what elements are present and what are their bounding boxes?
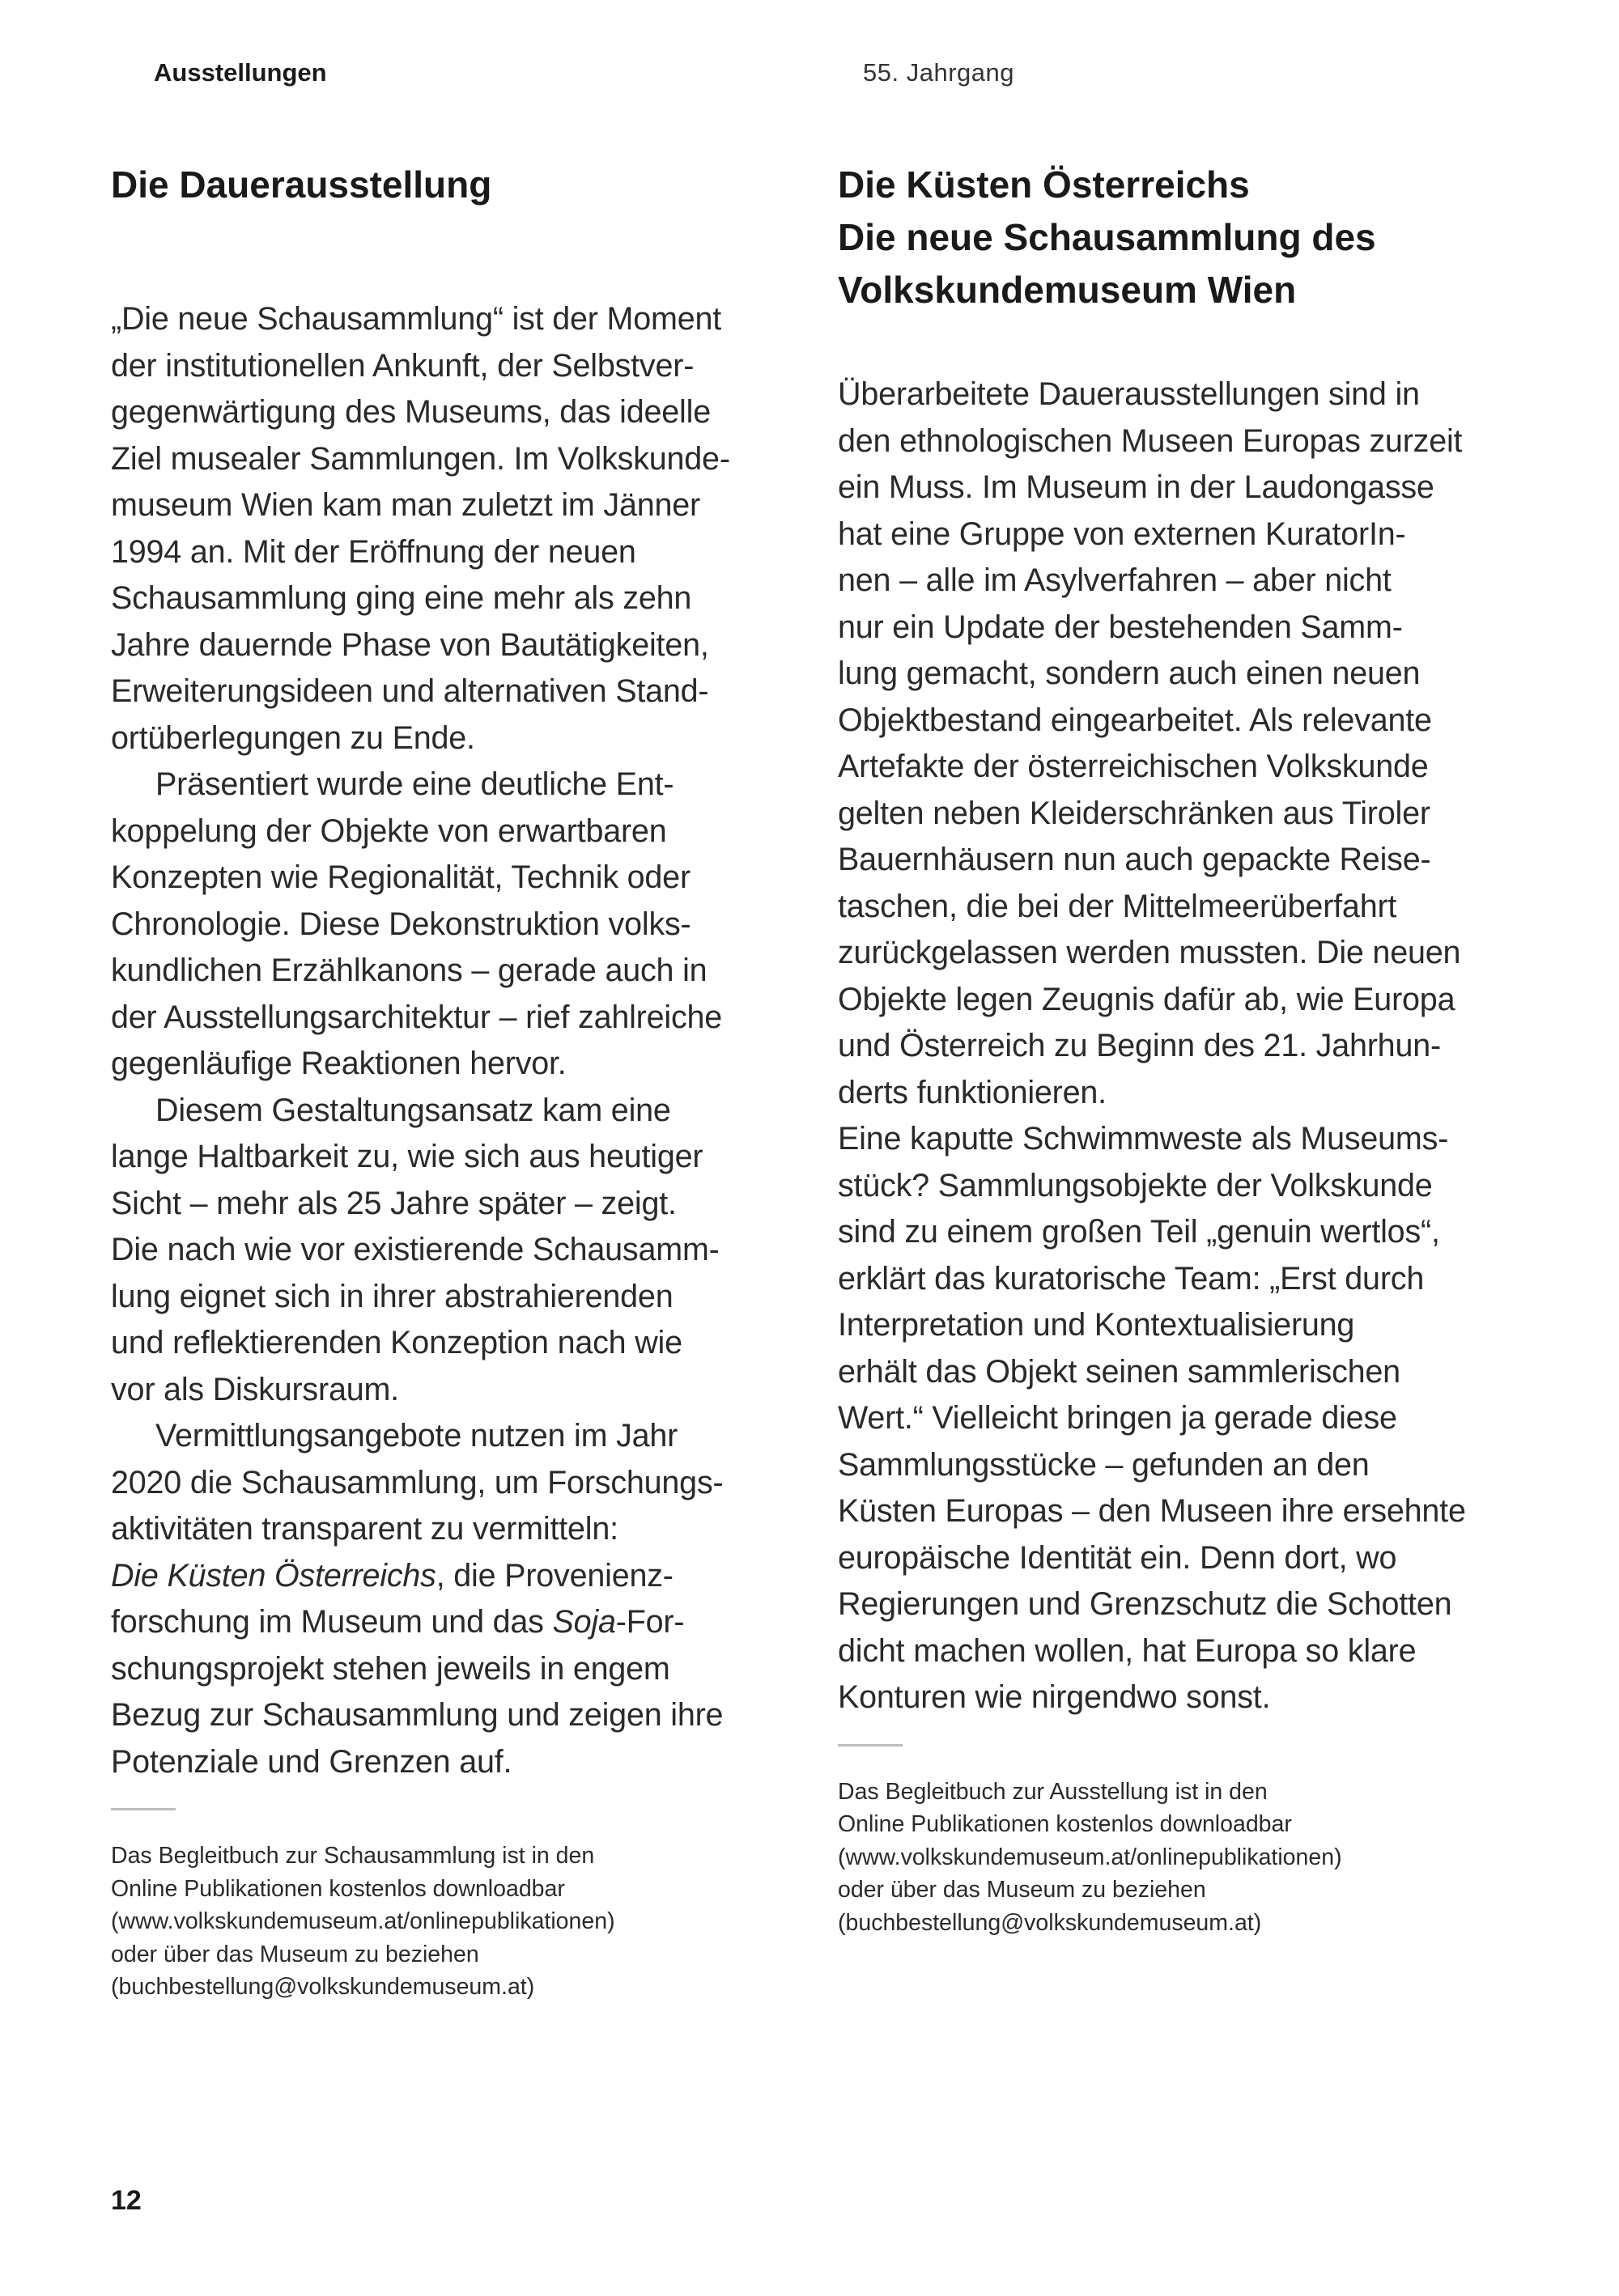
text-line: Interpretation und Kontextualisierung [838,1307,1355,1343]
text-line: gegenwärtigung des Museums, das ideelle [111,394,711,430]
footnote-line: oder über das Museum zu beziehen [111,1941,479,1967]
text-line: stück? Sammlungsobjekte der Volkskunde [838,1167,1433,1203]
text-line: vor als Diskursraum. [111,1371,399,1407]
text-line: Vermittlungsangebote nutzen im Jahr [155,1418,678,1454]
text-line [111,1599,791,1646]
text-line: ein Muss. Im Museum in der Laudongasse [838,469,1434,505]
text-line: Konturen wie nirgendwo sonst. [838,1679,1271,1715]
text-line: Objekte legen Zeugnis dafür ab, wie Europa [838,981,1455,1017]
article-body [111,296,791,1785]
text-line: Bezug zur Schausammlung und zeigen ihre [111,1697,724,1733]
text-line: Die nach wie vor existierende Schausamm- [111,1232,720,1267]
page-number: 12 [111,2185,142,2216]
text-line: Bauernhäusern nun auch gepackte Reise- [838,842,1431,877]
text-line: Ziel musealer Sammlungen. Im Volkskunde- [111,440,730,477]
footnote-line: Online Publikationen kostenlos downloadbar [838,1811,1292,1837]
text-fragment: forschung im Museum und das [111,1604,553,1640]
footnote-link[interactable]: (www.volkskundemuseum.at/onlinepublikationen) [838,1844,1342,1870]
text-fragment: , die Provenienz- [436,1557,674,1594]
text-line: 2020 die Schausammlung, um Forschungs- [111,1464,724,1500]
footnote-line: oder über das Museum zu beziehen [838,1877,1206,1903]
text-line: museum Wien kam man zuletzt im Jänner [111,487,700,523]
text-line: aktivitäten transparent zu vermitteln: [111,1511,618,1547]
text-line: und Österreich zu Beginn des 21. Jahrhun- [838,1028,1441,1063]
footnote-divider [838,1744,903,1746]
text-line: Sammlungsstücke – gefunden an den [838,1446,1370,1483]
text-line: Präsentiert wurde eine deutliche Ent- [155,766,674,802]
text-line: nen – alle im Asylverfahren – aber nicht [838,562,1392,598]
footnote-email[interactable]: (buchbestellung@volkskundemuseum.at) [838,1909,1262,1936]
footnote-email[interactable]: (buchbestellung@volkskundemuseum.at) [111,1974,535,2000]
text-line: Jahre dauernde Phase von Bautätigkeiten, [111,626,709,663]
text-line: den ethnologischen Museen Europas zurzeit [838,422,1463,459]
article-body [838,371,1518,1721]
text-line: erklärt das kuratorische Team: „Erst durch [838,1260,1425,1297]
footnote-line: Das Begleitbuch zur Schausammlung ist in den [111,1843,595,1869]
text-line: Eine kaputte Schwimmweste als Museums- [838,1121,1449,1156]
text-line: lung eignet sich in ihrer abstrahierenden [111,1278,674,1314]
exhibition-title-italic: Die Küsten Österreichs [111,1557,436,1594]
text-fragment: -For- [615,1604,685,1640]
article-title: Die Dauerausstellung [111,163,492,206]
text-line: gelten neben Kleiderschränken aus Tiroler [838,795,1430,831]
text-line: „Die neue Schausammlung“ ist der Moment [111,301,722,337]
footnote-line: Das Begleitbuch zur Ausstellung ist in den [838,1778,1268,1805]
text-line: ortüberlegungen zu Ende. [111,719,475,756]
text-line: koppelung der Objekte von erwartbaren [111,813,667,849]
title-line: Die Küsten Österreichs [838,163,1250,206]
text-line: zurückgelassen werden mussten. Die neuen [838,935,1461,970]
text-line: 1994 an. Mit der Eröffnung der neuen [111,533,636,570]
text-line: Wert.“ Vielleicht bringen ja gerade diese [838,1400,1397,1436]
article-title [838,159,1518,316]
text-line: Artefakte der österreichischen Volkskunde [838,749,1429,784]
footnote-divider [111,1808,176,1810]
text-line: Erweiterungsideen und alternativen Stand- [111,673,709,709]
text-line: sind zu einem großen Teil „genuin wertlos“, [838,1214,1440,1250]
text-line: schungsprojekt stehen jeweils in engem [111,1650,670,1687]
text-line: Diesem Gestaltungsansatz kam eine [155,1092,671,1128]
text-line: Konzepten wie Regionalität, Technik oder [111,859,691,895]
text-line: gegenläufige Reaktionen hervor. [111,1046,567,1081]
text-line: Chronologie. Diese Dekonstruktion volks- [111,906,691,942]
text-line: lung gemacht, sondern auch einen neuen [838,656,1421,691]
text-line: und reflektierenden Konzeption nach wie [111,1325,682,1360]
text-line: dicht machen wollen, hat Europa so klare [838,1632,1417,1669]
footnote-line: Online Publikationen kostenlos downloadbar [111,1875,565,1902]
text-line: derts funktionieren. [838,1074,1107,1110]
text-line: Regierungen und Grenzschutz die Schotten [838,1586,1452,1622]
subtitle-line: Volkskundemuseum Wien [838,269,1297,311]
footnote [838,1776,1518,1940]
running-head-volume: 55. Jahrgang [863,58,1014,87]
text-line: Sicht – mehr als 25 Jahre später – zeigt. [111,1185,677,1221]
article-dauerausstellung [111,159,791,2004]
text-line: Potenziale und Grenzen auf. [111,1743,512,1780]
text-line: Objektbestand eingearbeitet. Als relevante [838,702,1432,738]
running-head-section: Ausstellungen [154,58,327,87]
text-line: Küsten Europas – den Museen ihre ersehnte [838,1493,1466,1529]
project-name-italic: Soja [552,1604,616,1640]
text-line: Überarbeitete Dauerausstellungen sind in [838,376,1420,412]
text-line: erhält das Objekt seinen sammlerischen [838,1353,1400,1390]
text-line: der Ausstellungsarchitektur – rief zahlreiche [111,999,723,1035]
text-line: nur ein Update der bestehenden Samm- [838,609,1403,645]
text-line: taschen, die bei der Mittelmeerüberfahrt [838,888,1397,924]
text-line: Schausammlung ging eine mehr als zehn [111,580,692,616]
text-line: der institutionellen Ankunft, der Selbstver- [111,347,695,384]
text-line: europäische Identität ein. Denn dort, wo [838,1539,1397,1576]
article-kuesten-oesterreichs [838,159,1518,1939]
text-line: lange Haltbarkeit zu, wie sich aus heutiger [111,1139,703,1174]
text-line: hat eine Gruppe von externen KuratorIn- [838,516,1406,552]
text-line [111,1553,791,1600]
footnote [111,1840,791,2004]
footnote-link[interactable]: (www.volkskundemuseum.at/onlinepublikationen) [111,1908,615,1934]
text-line: kundlichen Erzählkanons – gerade auch in [111,953,708,988]
subtitle-line: Die neue Schausammlung des [838,216,1376,258]
